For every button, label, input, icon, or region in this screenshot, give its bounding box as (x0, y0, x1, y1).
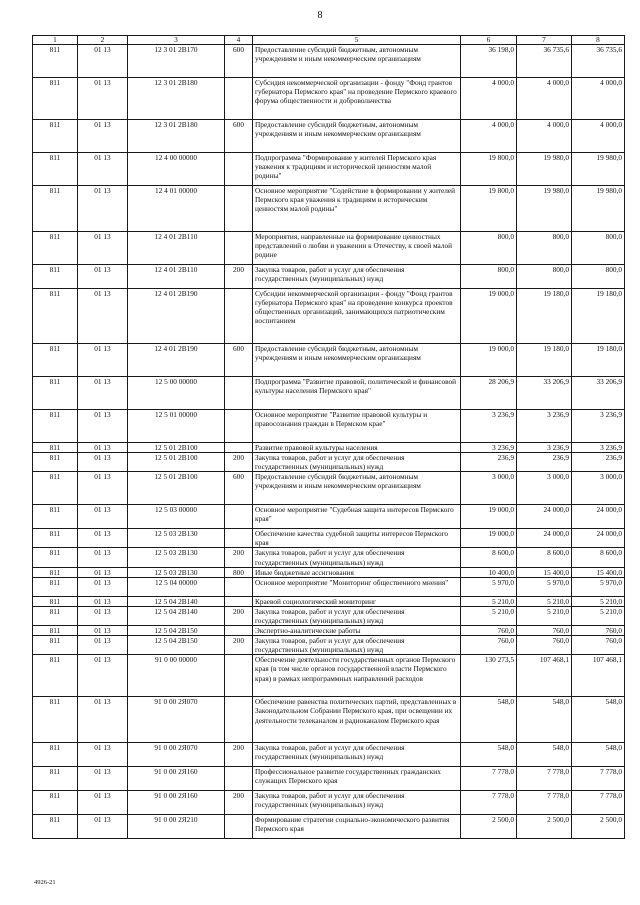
table-row (33, 153, 625, 186)
target-article-cell: 12 5 01 2В100 (128, 443, 225, 453)
amount-col6-cell: 4 000,0 (461, 78, 517, 120)
section-code-cell: 01 13 (78, 78, 128, 120)
section-code-cell: 01 13 (78, 596, 128, 606)
amount-col8-cell: 15 400,0 (572, 567, 625, 577)
item-name-cell: Закупка товаров, работ и услуг для обеспечения государственных (муниципальных) нужд (253, 743, 461, 767)
table-row (33, 505, 625, 529)
item-name-cell: Предоставление субсидий бюджетным, автономным учреждениям и иным некоммерческим организациям (253, 472, 461, 505)
expense-type-cell (225, 377, 253, 410)
amount-col6-cell: 19 800,0 (461, 153, 517, 186)
item-name-cell: Основное мероприятие "Развитие правовой культуры и правосознания граждан в Пермском крае" (253, 410, 461, 443)
amount-col7-cell: 236,9 (517, 453, 572, 472)
expense-type-cell: 200 (225, 606, 253, 625)
admin-code-cell: 811 (33, 377, 78, 410)
target-article-cell: 12 4 01 2В190 (128, 289, 225, 344)
table-row (33, 443, 625, 453)
target-article-cell: 91 0 00 2Я070 (128, 697, 225, 743)
expense-type-cell: 600 (225, 344, 253, 377)
section-code-cell: 01 13 (78, 45, 128, 78)
table-row (33, 453, 625, 472)
item-name-cell: Обеспечение качества судебной защиты интересов Пермского края (253, 529, 461, 548)
admin-code-cell: 811 (33, 78, 78, 120)
section-code-cell: 01 13 (78, 791, 128, 815)
amount-col6-cell: 7 778,0 (461, 767, 517, 791)
expense-type-cell (225, 626, 253, 636)
item-name-cell: Обеспечение деятельности государственных органов Пермского края (в том числе органов государственной власти Пермского края) в рамках непрограммных направлений расходов (253, 655, 461, 697)
expense-type-cell (225, 596, 253, 606)
target-article-cell: 12 5 04 00000 (128, 577, 225, 596)
amount-col7-cell: 3 236,9 (517, 443, 572, 453)
amount-col6-cell: 130 273,5 (461, 655, 517, 697)
item-name-cell: Обеспечение равенства политических партий, представленных в Законодательном Собрании Пермского края, при освещении их деятельности телеканалом и радиоканалом Пермского края (253, 697, 461, 743)
column-header-7: 7 (517, 36, 572, 45)
section-code-cell: 01 13 (78, 606, 128, 625)
expense-type-cell: 200 (225, 636, 253, 655)
expense-type-cell: 200 (225, 791, 253, 815)
target-article-cell: 91 0 00 2Я160 (128, 791, 225, 815)
amount-col6-cell: 236,9 (461, 453, 517, 472)
amount-col6-cell: 4 000,0 (461, 120, 517, 153)
admin-code-cell: 811 (33, 186, 78, 232)
section-code-cell: 01 13 (78, 767, 128, 791)
column-header-5: 5 (253, 36, 461, 45)
section-code-cell: 01 13 (78, 410, 128, 443)
table-row (33, 548, 625, 567)
target-article-cell: 12 5 01 2В100 (128, 453, 225, 472)
expense-type-cell (225, 410, 253, 443)
amount-col7-cell: 760,0 (517, 636, 572, 655)
section-code-cell: 01 13 (78, 265, 128, 289)
section-code-cell: 01 13 (78, 529, 128, 548)
expense-type-cell: 200 (225, 743, 253, 767)
amount-col8-cell: 107 468,1 (572, 655, 625, 697)
amount-col8-cell: 7 778,0 (572, 791, 625, 815)
table-row (33, 377, 625, 410)
expense-type-cell (225, 815, 253, 839)
amount-col7-cell: 107 468,1 (517, 655, 572, 697)
amount-col7-cell: 7 778,0 (517, 791, 572, 815)
target-article-cell: 91 0 00 00000 (128, 655, 225, 697)
amount-col7-cell: 800,0 (517, 265, 572, 289)
amount-col8-cell: 800,0 (572, 232, 625, 265)
amount-col7-cell: 8 600,0 (517, 548, 572, 567)
item-name-cell: Предоставление субсидий бюджетным, автономным учреждениям и иным некоммерческим организациям (253, 120, 461, 153)
budget-table (32, 35, 625, 839)
section-code-cell: 01 13 (78, 697, 128, 743)
item-name-cell: Основное мероприятие "Содействие в формировании у жителей Пермского края уважения к традициям и историческим ценностям малой родины" (253, 186, 461, 232)
item-name-cell: Иные бюджетные ассигнования (253, 567, 461, 577)
table-row (33, 606, 625, 625)
amount-col8-cell: 36 735,6 (572, 45, 625, 78)
item-name-cell: Краевой социологический мониторинг (253, 596, 461, 606)
column-header-3: 3 (128, 36, 225, 45)
admin-code-cell: 811 (33, 743, 78, 767)
target-article-cell: 12 3 01 2В180 (128, 120, 225, 153)
amount-col6-cell: 3 236,9 (461, 443, 517, 453)
expense-type-cell: 200 (225, 548, 253, 567)
target-article-cell: 12 5 03 2В130 (128, 529, 225, 548)
amount-col6-cell: 760,0 (461, 636, 517, 655)
amount-col7-cell: 15 400,0 (517, 567, 572, 577)
admin-code-cell: 811 (33, 636, 78, 655)
amount-col7-cell: 33 206,9 (517, 377, 572, 410)
column-header-2: 2 (78, 36, 128, 45)
table-row (33, 767, 625, 791)
section-code-cell: 01 13 (78, 655, 128, 697)
expense-type-cell (225, 186, 253, 232)
amount-col8-cell: 800,0 (572, 265, 625, 289)
page-number: 8 (317, 10, 323, 21)
expense-type-cell (225, 78, 253, 120)
admin-code-cell: 811 (33, 548, 78, 567)
amount-col7-cell: 5 210,0 (517, 596, 572, 606)
table-row (33, 232, 625, 265)
target-article-cell: 91 0 00 2Я070 (128, 743, 225, 767)
item-name-cell: Профессиональное развитие государственных гражданских служащих Пермского края (253, 767, 461, 791)
amount-col8-cell: 5 970,0 (572, 577, 625, 596)
section-code-cell: 01 13 (78, 453, 128, 472)
table-row (33, 815, 625, 839)
section-code-cell: 01 13 (78, 153, 128, 186)
item-name-cell: Основное мероприятие "Судебная защита интересов Пермского края" (253, 505, 461, 529)
item-name-cell: Предоставление субсидий бюджетным, автономным учреждениям и иным некоммерческим организациям (253, 45, 461, 78)
column-header-8: 8 (572, 36, 625, 45)
expense-type-cell (225, 529, 253, 548)
footer-code: 4926-21 (34, 879, 56, 886)
amount-col6-cell: 8 600,0 (461, 548, 517, 567)
target-article-cell: 12 4 01 2В110 (128, 265, 225, 289)
table-row (33, 344, 625, 377)
amount-col6-cell: 548,0 (461, 697, 517, 743)
section-code-cell: 01 13 (78, 505, 128, 529)
admin-code-cell: 811 (33, 577, 78, 596)
expense-type-cell: 800 (225, 567, 253, 577)
section-code-cell: 01 13 (78, 186, 128, 232)
amount-col6-cell: 19 000,0 (461, 344, 517, 377)
expense-type-cell (225, 767, 253, 791)
amount-col8-cell: 3 236,9 (572, 443, 625, 453)
admin-code-cell: 811 (33, 505, 78, 529)
admin-code-cell: 811 (33, 153, 78, 186)
amount-col7-cell: 800,0 (517, 232, 572, 265)
expense-type-cell (225, 443, 253, 453)
target-article-cell: 12 4 00 00000 (128, 153, 225, 186)
amount-col7-cell: 548,0 (517, 743, 572, 767)
target-article-cell: 12 5 04 2В140 (128, 606, 225, 625)
item-name-cell: Закупка товаров, работ и услуг для обеспечения государственных (муниципальных) нужд (253, 548, 461, 567)
table-row (33, 567, 625, 577)
amount-col8-cell: 5 210,0 (572, 606, 625, 625)
amount-col6-cell: 19 000,0 (461, 289, 517, 344)
header-row (33, 36, 625, 45)
expense-type-cell: 600 (225, 45, 253, 78)
admin-code-cell: 811 (33, 344, 78, 377)
table-row (33, 78, 625, 120)
amount-col8-cell: 33 206,9 (572, 377, 625, 410)
admin-code-cell: 811 (33, 626, 78, 636)
admin-code-cell: 811 (33, 120, 78, 153)
amount-col6-cell: 800,0 (461, 232, 517, 265)
amount-col7-cell: 19 980,0 (517, 153, 572, 186)
table-row (33, 289, 625, 344)
table-row (33, 45, 625, 78)
table-row (33, 636, 625, 655)
admin-code-cell: 811 (33, 697, 78, 743)
table-row (33, 743, 625, 767)
section-code-cell: 01 13 (78, 743, 128, 767)
target-article-cell: 12 5 04 2В150 (128, 636, 225, 655)
amount-col8-cell: 7 778,0 (572, 767, 625, 791)
target-article-cell: 91 0 00 2Я160 (128, 767, 225, 791)
amount-col7-cell: 19 180,0 (517, 289, 572, 344)
amount-col7-cell: 5 210,0 (517, 606, 572, 625)
amount-col6-cell: 760,0 (461, 626, 517, 636)
table-row (33, 655, 625, 697)
item-name-cell: Субсидии некоммерческой организации - фонду "Фонд грантов губернатора Пермского края" на проведение конкурса проектов общественных организаций, занимающихся патриотическим воспитанием (253, 289, 461, 344)
column-header-6: 6 (461, 36, 517, 45)
amount-col7-cell: 760,0 (517, 626, 572, 636)
target-article-cell: 91 0 00 2Я210 (128, 815, 225, 839)
item-name-cell: Формирование стратегии социально-экономического развития Пермского края (253, 815, 461, 839)
item-name-cell: Подпрограмма "Развитие правовой, политической и финансовой культуры населения Пермского края" (253, 377, 461, 410)
target-article-cell: 12 5 03 2В130 (128, 567, 225, 577)
amount-col6-cell: 19 000,0 (461, 505, 517, 529)
section-code-cell: 01 13 (78, 815, 128, 839)
expense-type-cell (225, 697, 253, 743)
amount-col6-cell: 19 000,0 (461, 529, 517, 548)
section-code-cell: 01 13 (78, 232, 128, 265)
amount-col6-cell: 3 000,0 (461, 472, 517, 505)
amount-col7-cell: 19 180,0 (517, 344, 572, 377)
admin-code-cell: 811 (33, 529, 78, 548)
expense-type-cell: 600 (225, 120, 253, 153)
amount-col6-cell: 19 800,0 (461, 186, 517, 232)
expense-type-cell (225, 655, 253, 697)
table-row (33, 529, 625, 548)
amount-col6-cell: 800,0 (461, 265, 517, 289)
expense-type-cell: 200 (225, 265, 253, 289)
item-name-cell: Субсидия некоммерческой организации - фонду "Фонд грантов губернатора Пермского края" на проведение Пермского краевого форума общественности и добровольчества (253, 78, 461, 120)
item-name-cell: Подпрограмма "Формирование у жителей Пермского края уважения к традициям и исторической ценностям малой родины" (253, 153, 461, 186)
amount-col6-cell: 5 210,0 (461, 606, 517, 625)
expense-type-cell (225, 577, 253, 596)
table-body (33, 45, 625, 839)
amount-col8-cell: 3 000,0 (572, 472, 625, 505)
amount-col8-cell: 5 210,0 (572, 596, 625, 606)
table-row (33, 791, 625, 815)
expense-type-cell (225, 153, 253, 186)
table-row (33, 186, 625, 232)
table-row (33, 120, 625, 153)
amount-col6-cell: 548,0 (461, 743, 517, 767)
target-article-cell: 12 4 01 2В190 (128, 344, 225, 377)
item-name-cell: Закупка товаров, работ и услуг для обеспечения государственных (муниципальных) нужд (253, 265, 461, 289)
target-article-cell: 12 5 04 2В140 (128, 596, 225, 606)
amount-col7-cell: 2 500,0 (517, 815, 572, 839)
target-article-cell: 12 3 01 2В180 (128, 78, 225, 120)
item-name-cell: Основное мероприятие "Мониторинг общественного мнения" (253, 577, 461, 596)
table-row (33, 410, 625, 443)
target-article-cell: 12 4 01 00000 (128, 186, 225, 232)
table-row (33, 596, 625, 606)
column-header-4: 4 (225, 36, 253, 45)
column-header-1: 1 (33, 36, 78, 45)
section-code-cell: 01 13 (78, 344, 128, 377)
target-article-cell: 12 5 03 2В130 (128, 548, 225, 567)
expense-type-cell (225, 289, 253, 344)
amount-col7-cell: 3 000,0 (517, 472, 572, 505)
amount-col6-cell: 10 400,0 (461, 567, 517, 577)
section-code-cell: 01 13 (78, 636, 128, 655)
amount-col8-cell: 19 980,0 (572, 153, 625, 186)
amount-col6-cell: 7 778,0 (461, 791, 517, 815)
item-name-cell: Предоставление субсидий бюджетным, автономным учреждениям и иным некоммерческим организациям (253, 344, 461, 377)
amount-col8-cell: 236,9 (572, 453, 625, 472)
item-name-cell: Закупка товаров, работ и услуг для обеспечения государственных (муниципальных) нужд (253, 636, 461, 655)
admin-code-cell: 811 (33, 289, 78, 344)
section-code-cell: 01 13 (78, 577, 128, 596)
amount-col8-cell: 548,0 (572, 743, 625, 767)
target-article-cell: 12 5 01 2В100 (128, 472, 225, 505)
amount-col8-cell: 4 000,0 (572, 120, 625, 153)
section-code-cell: 01 13 (78, 289, 128, 344)
item-name-cell: Закупка товаров, работ и услуг для обеспечения государственных (муниципальных) нужд (253, 453, 461, 472)
target-article-cell: 12 4 01 2В110 (128, 232, 225, 265)
admin-code-cell: 811 (33, 815, 78, 839)
expense-type-cell: 200 (225, 453, 253, 472)
admin-code-cell: 811 (33, 606, 78, 625)
section-code-cell: 01 13 (78, 120, 128, 153)
admin-code-cell: 811 (33, 472, 78, 505)
admin-code-cell: 811 (33, 655, 78, 697)
amount-col8-cell: 8 600,0 (572, 548, 625, 567)
amount-col7-cell: 24 000,0 (517, 529, 572, 548)
amount-col8-cell: 19 180,0 (572, 289, 625, 344)
amount-col7-cell: 3 236,9 (517, 410, 572, 443)
section-code-cell: 01 13 (78, 626, 128, 636)
admin-code-cell: 811 (33, 410, 78, 443)
expense-type-cell: 600 (225, 472, 253, 505)
admin-code-cell: 811 (33, 453, 78, 472)
table-row (33, 626, 625, 636)
amount-col6-cell: 2 500,0 (461, 815, 517, 839)
amount-col8-cell: 548,0 (572, 697, 625, 743)
expense-type-cell (225, 232, 253, 265)
amount-col7-cell: 4 000,0 (517, 78, 572, 120)
admin-code-cell: 811 (33, 443, 78, 453)
expense-type-cell (225, 505, 253, 529)
table-row (33, 577, 625, 596)
item-name-cell: Закупка товаров, работ и услуг для обеспечения государственных (муниципальных) нужд (253, 791, 461, 815)
section-code-cell: 01 13 (78, 377, 128, 410)
table-row (33, 697, 625, 743)
amount-col7-cell: 4 000,0 (517, 120, 572, 153)
admin-code-cell: 811 (33, 767, 78, 791)
target-article-cell: 12 5 03 00000 (128, 505, 225, 529)
section-code-cell: 01 13 (78, 567, 128, 577)
amount-col8-cell: 760,0 (572, 636, 625, 655)
admin-code-cell: 811 (33, 232, 78, 265)
amount-col8-cell: 2 500,0 (572, 815, 625, 839)
target-article-cell: 12 3 01 2В170 (128, 45, 225, 78)
amount-col7-cell: 5 970,0 (517, 577, 572, 596)
target-article-cell: 12 5 01 00000 (128, 410, 225, 443)
amount-col6-cell: 36 198,0 (461, 45, 517, 78)
amount-col8-cell: 24 000,0 (572, 529, 625, 548)
amount-col6-cell: 5 210,0 (461, 596, 517, 606)
amount-col8-cell: 24 000,0 (572, 505, 625, 529)
admin-code-cell: 811 (33, 265, 78, 289)
amount-col7-cell: 24 000,0 (517, 505, 572, 529)
table-row (33, 265, 625, 289)
section-code-cell: 01 13 (78, 472, 128, 505)
admin-code-cell: 811 (33, 45, 78, 78)
section-code-cell: 01 13 (78, 443, 128, 453)
amount-col8-cell: 4 000,0 (572, 78, 625, 120)
amount-col8-cell: 3 236,9 (572, 410, 625, 443)
target-article-cell: 12 5 00 00000 (128, 377, 225, 410)
amount-col7-cell: 548,0 (517, 697, 572, 743)
amount-col6-cell: 3 236,9 (461, 410, 517, 443)
item-name-cell: Развитие правовой культуры населения (253, 443, 461, 453)
amount-col8-cell: 19 980,0 (572, 186, 625, 232)
amount-col6-cell: 5 970,0 (461, 577, 517, 596)
admin-code-cell: 811 (33, 567, 78, 577)
item-name-cell: Экспертно-аналитические работы (253, 626, 461, 636)
item-name-cell: Мероприятия, направленные на формирование ценностных представлений о любви и уважении к Отечеству, к своей малой родине (253, 232, 461, 265)
amount-col7-cell: 36 735,6 (517, 45, 572, 78)
item-name-cell: Закупка товаров, работ и услуг для обеспечения государственных (муниципальных) нужд (253, 606, 461, 625)
admin-code-cell: 811 (33, 596, 78, 606)
amount-col8-cell: 19 180,0 (572, 344, 625, 377)
table-row (33, 472, 625, 505)
amount-col6-cell: 28 206,9 (461, 377, 517, 410)
target-article-cell: 12 5 04 2В150 (128, 626, 225, 636)
section-code-cell: 01 13 (78, 548, 128, 567)
amount-col7-cell: 19 980,0 (517, 186, 572, 232)
amount-col7-cell: 7 778,0 (517, 767, 572, 791)
amount-col8-cell: 760,0 (572, 626, 625, 636)
admin-code-cell: 811 (33, 791, 78, 815)
